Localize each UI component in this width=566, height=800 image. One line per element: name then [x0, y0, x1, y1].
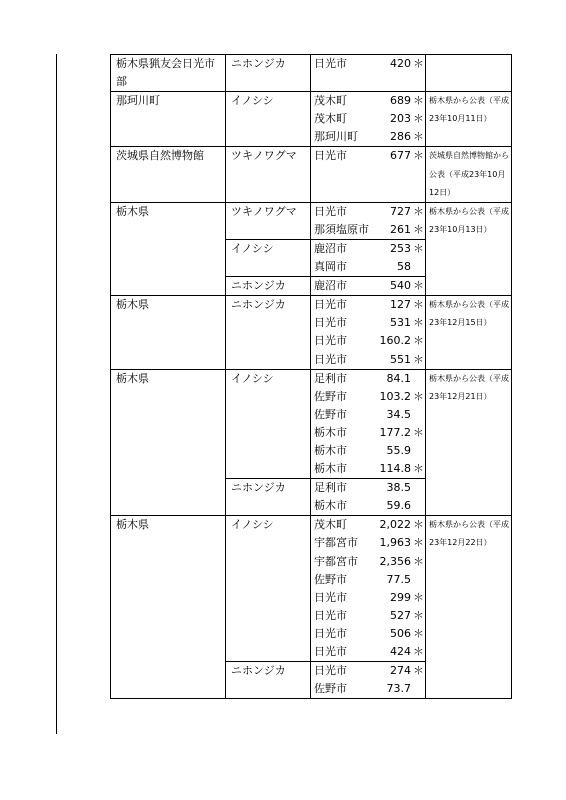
city-name: 日光市 [314, 626, 347, 640]
city-name: 真岡市 [314, 260, 347, 274]
note-cell [426, 296, 512, 369]
list-item [311, 314, 425, 332]
city-name: 日光市 [314, 590, 347, 604]
organization-name: 栃木県 [116, 518, 149, 532]
publication-note: 栃木県から公表（平成23年10月13日） [429, 206, 509, 234]
species-cell [226, 369, 311, 479]
city-name: 日光市 [314, 608, 347, 622]
organization-cell [111, 296, 226, 369]
city-name: 日光市 [314, 316, 347, 330]
measured-value: 274 [390, 664, 411, 678]
city-name: 日光市 [314, 57, 347, 70]
species-cell [226, 202, 311, 239]
species-name: イノシシ [231, 518, 274, 532]
location-values-cell [311, 369, 426, 479]
list-item [311, 351, 425, 369]
asterisk-mark: ＊ [413, 518, 424, 532]
species-name: ニホンジカ [231, 664, 286, 678]
asterisk-mark: ＊ [413, 279, 424, 293]
table-row [111, 369, 512, 479]
species-name: ニホンジカ [231, 481, 286, 495]
city-name: 鹿沼市 [314, 279, 347, 293]
asterisk-mark: ＊ [413, 112, 424, 126]
publication-note: 栃木県から公表（平成23年12月21日） [429, 373, 509, 401]
measured-value: 59.6 [386, 499, 411, 513]
list-item [311, 460, 425, 478]
list-item [311, 424, 425, 442]
asterisk-mark: ＊ [413, 241, 424, 255]
city-name: 宇都宮市 [314, 554, 358, 568]
table-row [111, 147, 512, 202]
city-name: 日光市 [314, 645, 347, 658]
list-item [311, 479, 425, 497]
list-item [311, 55, 425, 73]
table-row [111, 92, 512, 147]
organization-cell [111, 92, 226, 147]
city-name: 那珂川町 [314, 130, 358, 144]
measured-value: 177.2 [379, 425, 411, 439]
measured-value: 261 [390, 222, 411, 236]
species-cell [226, 147, 311, 202]
organization-name: 栃木県 [116, 204, 149, 218]
city-name: 日光市 [314, 664, 347, 678]
measured-value: 58 [397, 260, 411, 274]
asterisk-mark: ＊ [413, 222, 424, 236]
asterisk-mark: ＊ [413, 130, 424, 144]
asterisk-mark: ＊ [413, 149, 424, 163]
asterisk-mark: ＊ [413, 425, 424, 439]
measured-value: 506 [390, 626, 411, 640]
note-cell [426, 369, 512, 516]
list-item [311, 607, 425, 625]
measured-value: 127 [390, 298, 411, 312]
city-name: 宇都宮市 [314, 536, 358, 550]
note-cell [426, 55, 512, 92]
species-name: イノシシ [231, 371, 274, 385]
organization-name: 茨城県自然博物館 [116, 149, 204, 163]
table-row [111, 296, 512, 369]
table-row [111, 516, 512, 662]
city-name: 日光市 [314, 149, 347, 163]
city-name: 日光市 [314, 204, 347, 218]
measured-value: 114.8 [379, 462, 411, 476]
list-item [311, 277, 425, 295]
list-item [311, 221, 425, 239]
organization-cell [111, 147, 226, 202]
measured-value: 689 [390, 94, 411, 108]
city-name: 佐野市 [314, 389, 347, 403]
city-name: 足利市 [314, 481, 347, 495]
city-name: 鹿沼市 [314, 241, 347, 255]
asterisk-mark: ＊ [413, 334, 424, 348]
location-values-cell [311, 147, 426, 202]
city-name: 那須塩原市 [314, 222, 369, 236]
location-values-cell [311, 479, 426, 516]
note-cell [426, 147, 512, 202]
measured-value: 55.9 [386, 443, 411, 457]
measured-value: 203 [390, 112, 411, 126]
list-item [311, 240, 425, 258]
location-values-cell [311, 55, 426, 92]
city-name: 日光市 [314, 298, 347, 312]
measured-value: 727 [390, 204, 411, 218]
organization-cell [111, 369, 226, 516]
list-item [311, 203, 425, 221]
measured-value: 73.7 [386, 682, 411, 696]
list-item [311, 370, 425, 388]
list-item [311, 516, 425, 534]
city-name: 栃木市 [314, 425, 347, 439]
organization-name: 那珂川町 [116, 94, 160, 108]
list-item [311, 553, 425, 571]
asterisk-mark: ＊ [413, 316, 424, 330]
measured-value: 2,356 [379, 554, 411, 568]
species-cell [226, 92, 311, 147]
asterisk-mark: ＊ [413, 462, 424, 476]
location-values-cell [311, 296, 426, 369]
species-cell [226, 516, 311, 662]
species-name: ツキノワグマ [231, 204, 297, 218]
species-name: イノシシ [231, 241, 274, 255]
measurement-table [110, 54, 512, 699]
city-name: 栃木市 [314, 499, 347, 513]
measured-value: 540 [390, 279, 411, 293]
list-item [311, 296, 425, 314]
species-name: ニホンジカ [231, 298, 286, 312]
location-values-cell [311, 92, 426, 147]
list-item [311, 110, 425, 128]
measured-value: 38.5 [386, 481, 411, 495]
organization-cell [111, 202, 226, 295]
list-item [311, 442, 425, 460]
list-item [311, 589, 425, 607]
city-name: 栃木市 [314, 462, 347, 476]
publication-note: 栃木県から公表（平成23年10月11日） [429, 96, 509, 124]
list-item [311, 662, 425, 680]
list-item [311, 497, 425, 515]
list-item [311, 406, 425, 424]
measured-value: 84.1 [386, 371, 411, 385]
measured-value: 253 [390, 241, 411, 255]
city-name: 茂木町 [314, 112, 347, 126]
species-cell [226, 277, 311, 296]
species-cell [226, 55, 311, 92]
city-name: 茂木町 [314, 94, 347, 108]
list-item [311, 332, 425, 350]
list-item [311, 128, 425, 146]
asterisk-mark: ＊ [413, 645, 424, 658]
measured-value: 531 [390, 316, 411, 330]
city-name: 日光市 [314, 352, 347, 366]
location-values-cell [311, 662, 426, 699]
measured-value: 1,963 [379, 536, 411, 550]
asterisk-mark: ＊ [413, 536, 424, 550]
asterisk-mark: ＊ [413, 554, 424, 568]
list-item [311, 388, 425, 406]
species-name: ニホンジカ [231, 57, 286, 70]
asterisk-mark: ＊ [413, 664, 424, 678]
city-name: 佐野市 [314, 572, 347, 586]
species-name: イノシシ [231, 94, 274, 108]
measured-value: 551 [390, 352, 411, 366]
measured-value: 424 [390, 645, 411, 658]
measured-value: 103.2 [379, 389, 411, 403]
measured-value: 160.2 [379, 334, 411, 348]
asterisk-mark: ＊ [413, 94, 424, 108]
asterisk-mark: ＊ [413, 204, 424, 218]
measured-value: 527 [390, 608, 411, 622]
list-item [311, 92, 425, 110]
asterisk-mark: ＊ [413, 389, 424, 403]
measured-value: 2,022 [379, 518, 411, 532]
species-cell [226, 662, 311, 699]
location-values-cell [311, 277, 426, 296]
species-cell [226, 296, 311, 369]
list-item [311, 643, 425, 661]
organization-cell [111, 55, 226, 92]
note-cell [426, 92, 512, 147]
note-cell [426, 202, 512, 295]
margin-line [56, 54, 57, 734]
list-item [311, 571, 425, 589]
species-cell [226, 239, 311, 276]
species-name: ニホンジカ [231, 279, 286, 293]
list-item [311, 147, 425, 165]
publication-note: 栃木県から公表（平成23年12月22日） [429, 520, 509, 548]
measured-value: 77.5 [386, 572, 411, 586]
organization-name: 栃木県猟友会日光市部 [116, 57, 215, 89]
publication-note: 茨城県自然博物館から公表（平成23年10月12日） [429, 151, 509, 197]
table-row [111, 55, 512, 92]
organization-name: 栃木県 [116, 371, 149, 385]
asterisk-mark: ＊ [413, 57, 424, 70]
organization-name: 栃木県 [116, 298, 149, 312]
list-item [311, 680, 425, 698]
location-values-cell [311, 239, 426, 276]
city-name: 日光市 [314, 334, 347, 348]
location-values-cell [311, 202, 426, 239]
asterisk-mark: ＊ [413, 626, 424, 640]
measured-value: 286 [390, 130, 411, 144]
asterisk-mark: ＊ [413, 590, 424, 604]
measured-value: 677 [390, 149, 411, 163]
note-cell [426, 516, 512, 699]
publication-note: 栃木県から公表（平成23年12月15日） [429, 300, 509, 328]
city-name: 佐野市 [314, 407, 347, 421]
city-name: 栃木市 [314, 443, 347, 457]
measured-value: 420 [390, 57, 411, 70]
list-item [311, 258, 425, 276]
asterisk-mark: ＊ [413, 352, 424, 366]
species-name: ツキノワグマ [231, 149, 297, 163]
list-item [311, 534, 425, 552]
asterisk-mark: ＊ [413, 608, 424, 622]
city-name: 佐野市 [314, 682, 347, 696]
measured-value: 34.5 [386, 407, 411, 421]
city-name: 足利市 [314, 371, 347, 385]
asterisk-mark: ＊ [413, 298, 424, 312]
organization-cell [111, 516, 226, 699]
measured-value: 299 [390, 590, 411, 604]
list-item [311, 625, 425, 643]
city-name: 茂木町 [314, 518, 347, 532]
table-row [111, 202, 512, 239]
species-cell [226, 479, 311, 516]
location-values-cell [311, 516, 426, 662]
